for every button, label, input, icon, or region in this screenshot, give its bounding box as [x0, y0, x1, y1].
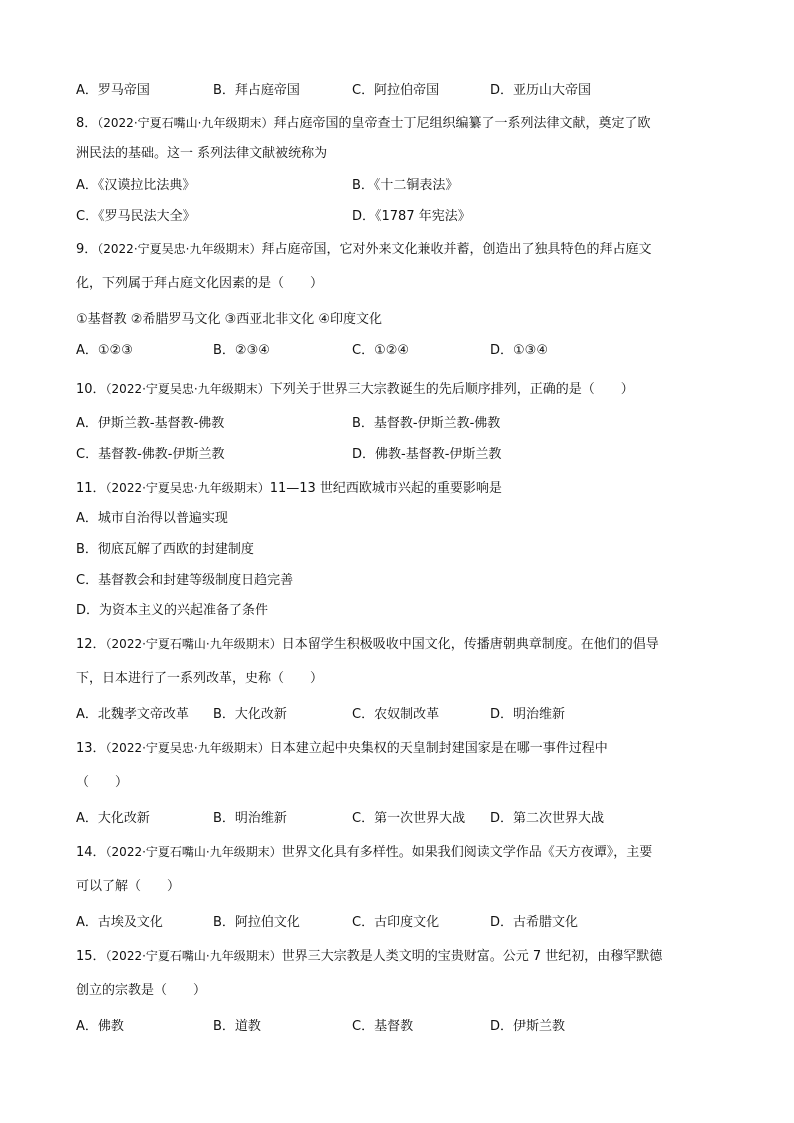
q9-number: 9．	[76, 242, 98, 257]
q11-number: 11．	[76, 481, 106, 496]
q13-source: （2022·宁夏吴忠·九年级期末）	[105, 741, 270, 755]
q15-option-a: A．佛教	[76, 1019, 124, 1034]
q9-source: （2022·宁夏吴忠·九年级期末）	[97, 242, 262, 256]
q10-text: 下列关于世界三大宗教诞生的先后顺序排列，正确的是（ ）	[269, 382, 634, 397]
q15-option-b: B．道教	[213, 1019, 261, 1034]
q11-stem-line-1	[76, 479, 502, 498]
q8-number: 8．	[76, 116, 98, 131]
q13-text: 日本建立起中央集权的天皇制封建国家是在哪一事件过程中	[269, 741, 608, 756]
q9-option-d: D．①③④	[490, 343, 548, 358]
q13-stem-line-2: （ ）	[76, 775, 129, 790]
q11-source: （2022·宁夏吴忠·九年级期末）	[105, 481, 270, 495]
q13-option-a: A．大化改新	[76, 811, 150, 826]
q12-option-a: A．北魏孝文帝改革	[76, 707, 189, 722]
q8-option-a: A．《汉谟拉比法典》	[76, 178, 196, 193]
q10-option-d: D．佛教-基督教-伊斯兰教	[352, 447, 502, 462]
q7-option-a: A．罗马帝国	[76, 83, 150, 98]
q8-text: 拜占庭帝国的皇帝查士丁尼组织编纂了一系列法律文献，奠定了欧	[273, 116, 651, 131]
q12-number: 12．	[76, 637, 106, 652]
q14-option-d: D．古希腊文化	[490, 915, 579, 930]
q15-stem-line-2: 创立的宗教是（ ）	[76, 983, 207, 998]
q15-option-d: D．伊斯兰教	[490, 1019, 566, 1034]
q12-option-d: D．明治维新	[490, 707, 566, 722]
q9-text: 拜占庭帝国，它对外来文化兼收并蓄，创造出了独具特色的拜占庭文	[261, 242, 652, 257]
q11-option-c: C．基督教会和封建等级制度日趋完善	[76, 573, 294, 588]
q15-stem-line-1	[76, 947, 662, 966]
q12-stem-line-2: 下，日本进行了一系列改革，史称（ ）	[76, 671, 324, 686]
q12-source: （2022·宁夏石嘴山·九年级期末）	[105, 637, 282, 651]
q14-option-a: A．古埃及文化	[76, 915, 163, 930]
q8-source: （2022·宁夏石嘴山·九年级期末）	[97, 116, 274, 130]
q10-source: （2022·宁夏吴忠·九年级期末）	[105, 382, 270, 396]
q9-option-b: B．②③④	[213, 343, 270, 358]
q13-stem-line-1	[76, 739, 608, 758]
q10-stem-line-1	[76, 380, 634, 399]
q15-text: 世界三大宗教是人类文明的宝贵财富。公元 7 世纪初，由穆罕默德	[281, 949, 663, 964]
q7-option-d: D．亚历山大帝国	[490, 83, 592, 98]
q10-number: 10．	[76, 382, 106, 397]
q9-stem-line-1	[76, 240, 651, 259]
q14-text: 世界文化具有多样性。如果我们阅读文学作品《天方夜谭》，主要	[281, 845, 653, 860]
q14-number: 14．	[76, 845, 106, 860]
q9-items: ①基督教 ②希腊罗马文化 ③西亚北非文化 ④印度文化	[76, 312, 383, 327]
q8-option-d: D．《1787 年宪法》	[352, 209, 471, 224]
q9-option-a: A．①②③	[76, 343, 133, 358]
q15-option-c: C．基督教	[352, 1019, 414, 1034]
q10-option-a: A．伊斯兰教-基督教-佛教	[76, 416, 225, 431]
q13-number: 13．	[76, 741, 106, 756]
q14-source: （2022·宁夏石嘴山·九年级期末）	[105, 845, 282, 859]
q12-option-c: C．农奴制改革	[352, 707, 440, 722]
q12-stem-line-1	[76, 635, 659, 654]
q11-text: 11—13 世纪西欧城市兴起的重要影响是	[269, 481, 502, 496]
q9-stem-line-2: 化，下列属于拜占庭文化因素的是（ ）	[76, 276, 324, 291]
q14-option-b: B．阿拉伯文化	[213, 915, 300, 930]
q12-text: 日本留学生积极吸收中国文化，传播唐朝典章制度。在他们的倡导	[281, 637, 659, 652]
q8-stem-line-2: 洲民法的基础。这一 系列法律文献被统称为	[76, 146, 328, 161]
q9-option-c: C．①②④	[352, 343, 410, 358]
q10-option-b: B．基督教-伊斯兰教-佛教	[352, 416, 501, 431]
q10-option-c: C．基督教-佛教-伊斯兰教	[76, 447, 225, 462]
q8-option-c: C．《罗马民法大全》	[76, 209, 196, 224]
q15-source: （2022·宁夏石嘴山·九年级期末）	[105, 949, 282, 963]
q8-option-b: B．《十二铜表法》	[352, 178, 459, 193]
q14-stem-line-2: 可以了解（ ）	[76, 879, 181, 894]
q11-option-a: A．城市自治得以普遍实现	[76, 511, 228, 526]
q8-stem-line-1	[76, 114, 650, 133]
q13-option-b: B．明治维新	[213, 811, 287, 826]
q14-stem-line-1	[76, 843, 652, 862]
q12-option-b: B．大化改新	[213, 707, 287, 722]
q11-option-d: D．为资本主义的兴起准备了条件	[76, 603, 269, 618]
q7-option-b: B．拜占庭帝国	[213, 83, 300, 98]
q13-option-d: D．第二次世界大战	[490, 811, 605, 826]
q11-option-b: B．彻底瓦解了西欧的封建制度	[76, 542, 254, 557]
q15-number: 15．	[76, 949, 106, 964]
q14-option-c: C．古印度文化	[352, 915, 440, 930]
q7-option-c: C．阿拉伯帝国	[352, 83, 440, 98]
q13-option-c: C．第一次世界大战	[352, 811, 466, 826]
